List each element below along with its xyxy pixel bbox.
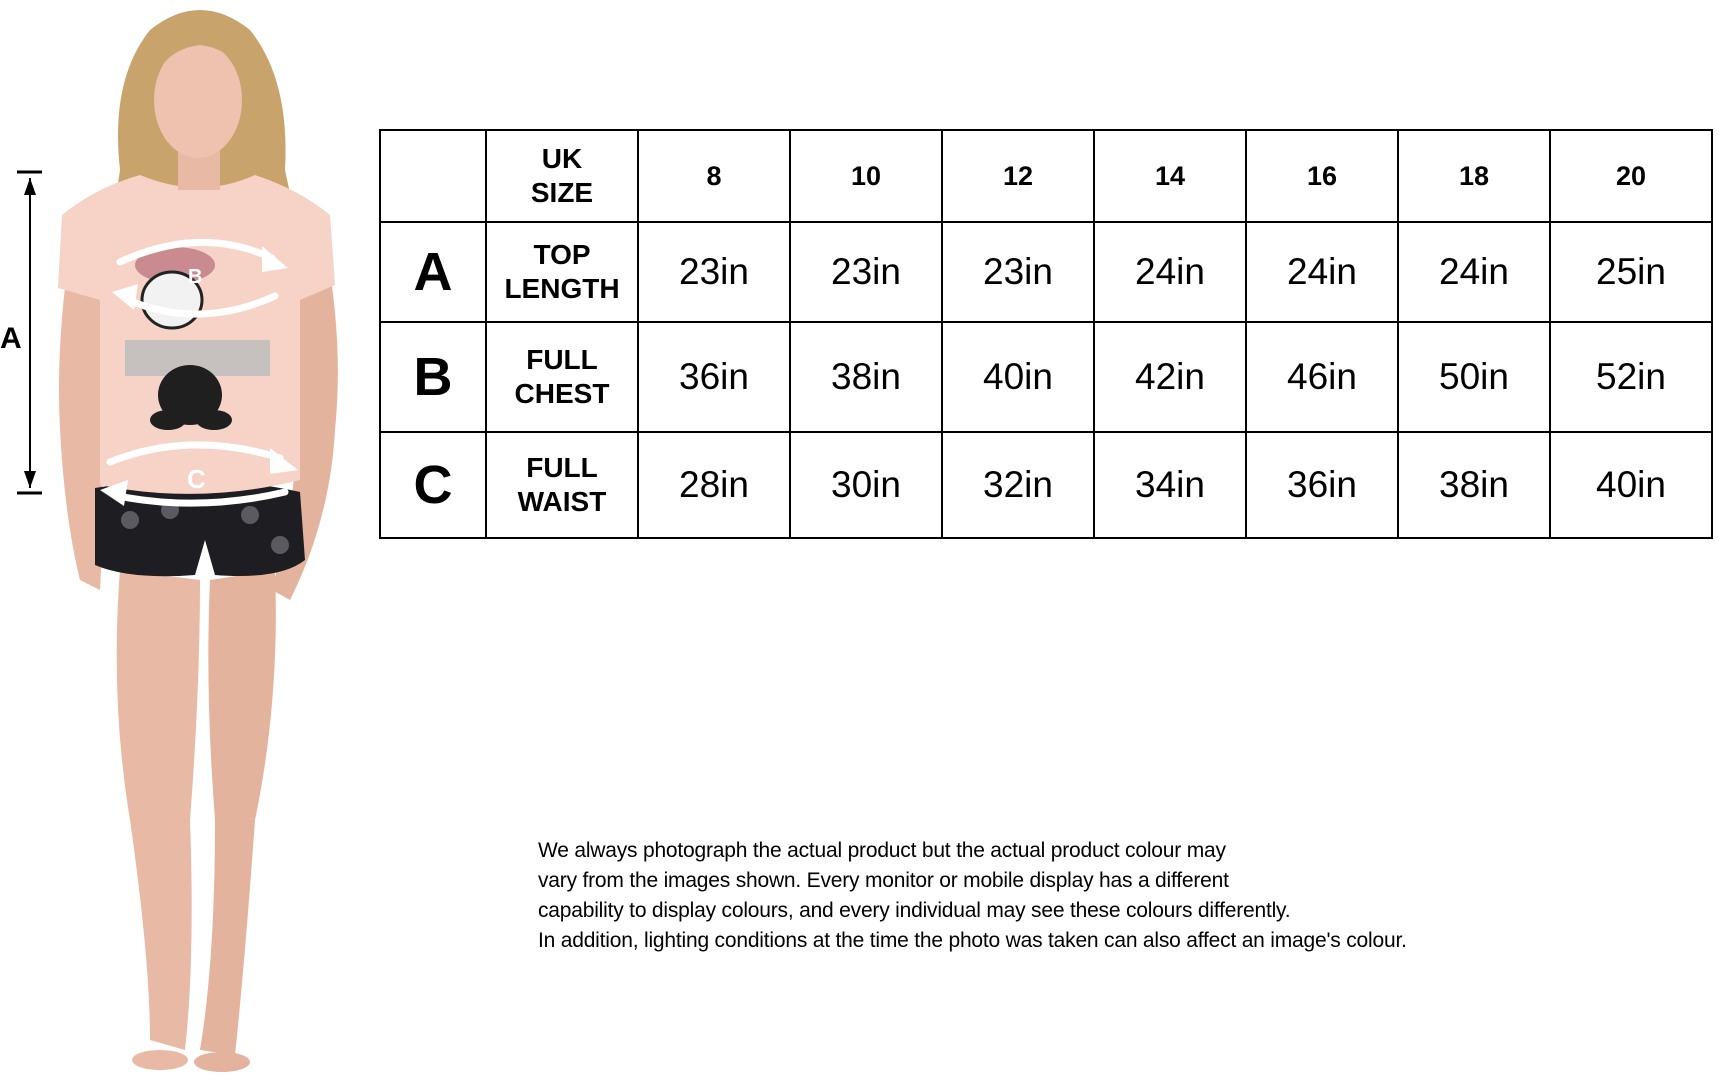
value: 38in	[1439, 464, 1509, 505]
left-foot	[132, 1050, 188, 1070]
table-header-row	[380, 130, 1712, 222]
value: 30in	[831, 464, 901, 505]
value: 50in	[1439, 356, 1509, 397]
value: 36in	[679, 356, 749, 397]
value-cell	[790, 322, 942, 432]
row-letter-cell	[380, 222, 486, 322]
dimension-a-label: A	[0, 322, 22, 355]
value-cell	[1398, 432, 1550, 538]
value-cell	[1550, 432, 1712, 538]
value-cell	[1398, 322, 1550, 432]
value-cell	[638, 322, 790, 432]
dimension-b-label: B	[188, 266, 203, 288]
value: 38in	[831, 356, 901, 397]
value-cell	[1398, 222, 1550, 322]
table-row-full-waist	[380, 432, 1712, 538]
size-header-cell	[1246, 130, 1398, 222]
size-16: 16	[1306, 160, 1338, 191]
value: 23in	[831, 251, 901, 292]
dimension-c-label: C	[187, 464, 206, 494]
right-foot	[194, 1052, 250, 1072]
corner-cell	[380, 130, 486, 222]
value-cell	[1094, 432, 1246, 538]
size-12: 12	[1002, 160, 1034, 191]
size-10: 10	[850, 160, 882, 191]
value: 46in	[1287, 356, 1357, 397]
full-waist-label: FULL WAIST	[517, 452, 607, 517]
value-cell	[1246, 222, 1398, 322]
row-letter-b: B	[413, 347, 453, 407]
size-header-cell	[638, 130, 790, 222]
value: 24in	[1135, 251, 1205, 292]
value: 34in	[1135, 464, 1205, 505]
top-length-label: TOP LENGTH	[504, 239, 620, 304]
size-chart-table	[379, 129, 1713, 539]
row-letter-c: C	[413, 455, 453, 515]
value: 24in	[1287, 251, 1357, 292]
measurement-label-cell	[486, 322, 638, 432]
value-cell	[1550, 322, 1712, 432]
value-cell	[638, 222, 790, 322]
full-chest-label: FULL CHEST	[514, 344, 610, 409]
value-cell	[942, 432, 1094, 538]
value-cell	[942, 322, 1094, 432]
measurement-label-cell	[486, 432, 638, 538]
value: 52in	[1596, 356, 1666, 397]
size-14: 14	[1154, 160, 1186, 191]
disclaimer-line: We always photograph the actual product but the actual product colour may	[538, 839, 1226, 862]
table-row-full-chest	[380, 322, 1712, 432]
row-letter-cell	[380, 322, 486, 432]
value: 24in	[1439, 251, 1509, 292]
row-letter-a: A	[413, 242, 453, 302]
value-cell	[1094, 322, 1246, 432]
disclaimer-line: capability to display colours, and every individual may see these colours differently.	[538, 899, 1291, 922]
value: 32in	[983, 464, 1053, 505]
value: 36in	[1287, 464, 1357, 505]
size-header-cell	[1094, 130, 1246, 222]
value: 40in	[1596, 464, 1666, 505]
size-18: 18	[1458, 160, 1490, 191]
size-header-cell	[790, 130, 942, 222]
value-cell	[1246, 432, 1398, 538]
right-leg	[200, 570, 276, 1055]
row-letter-cell	[380, 432, 486, 538]
value-cell	[790, 222, 942, 322]
table-row-top-length	[380, 222, 1712, 322]
size-20: 20	[1615, 160, 1647, 191]
value-cell	[1094, 222, 1246, 322]
value-cell	[638, 432, 790, 538]
size-header-cell	[942, 130, 1094, 222]
colour-disclaimer	[538, 836, 1438, 956]
value: 42in	[1135, 356, 1205, 397]
size-header-cell	[1398, 130, 1550, 222]
value: 25in	[1596, 251, 1666, 292]
model-figure	[0, 0, 360, 1077]
size-header-cell	[1550, 130, 1712, 222]
size-8: 8	[706, 160, 722, 191]
disclaimer-line: In addition, lighting conditions at the time the photo was taken can also affect an image's colour.	[538, 929, 1407, 952]
measurement-label-cell	[486, 222, 638, 322]
disclaimer-line: vary from the images shown. Every monitor or mobile display has a different	[538, 869, 1229, 892]
uk-size-header	[486, 130, 638, 222]
value-cell	[942, 222, 1094, 322]
value: 23in	[983, 251, 1053, 292]
model-illustration	[0, 0, 360, 1077]
value: 28in	[679, 464, 749, 505]
value-cell	[790, 432, 942, 538]
value: 40in	[983, 356, 1053, 397]
value-cell	[1550, 222, 1712, 322]
value-cell	[1246, 322, 1398, 432]
value: 23in	[679, 251, 749, 292]
left-leg	[117, 570, 200, 1050]
uk-size-label: UK SIZE	[530, 143, 594, 208]
